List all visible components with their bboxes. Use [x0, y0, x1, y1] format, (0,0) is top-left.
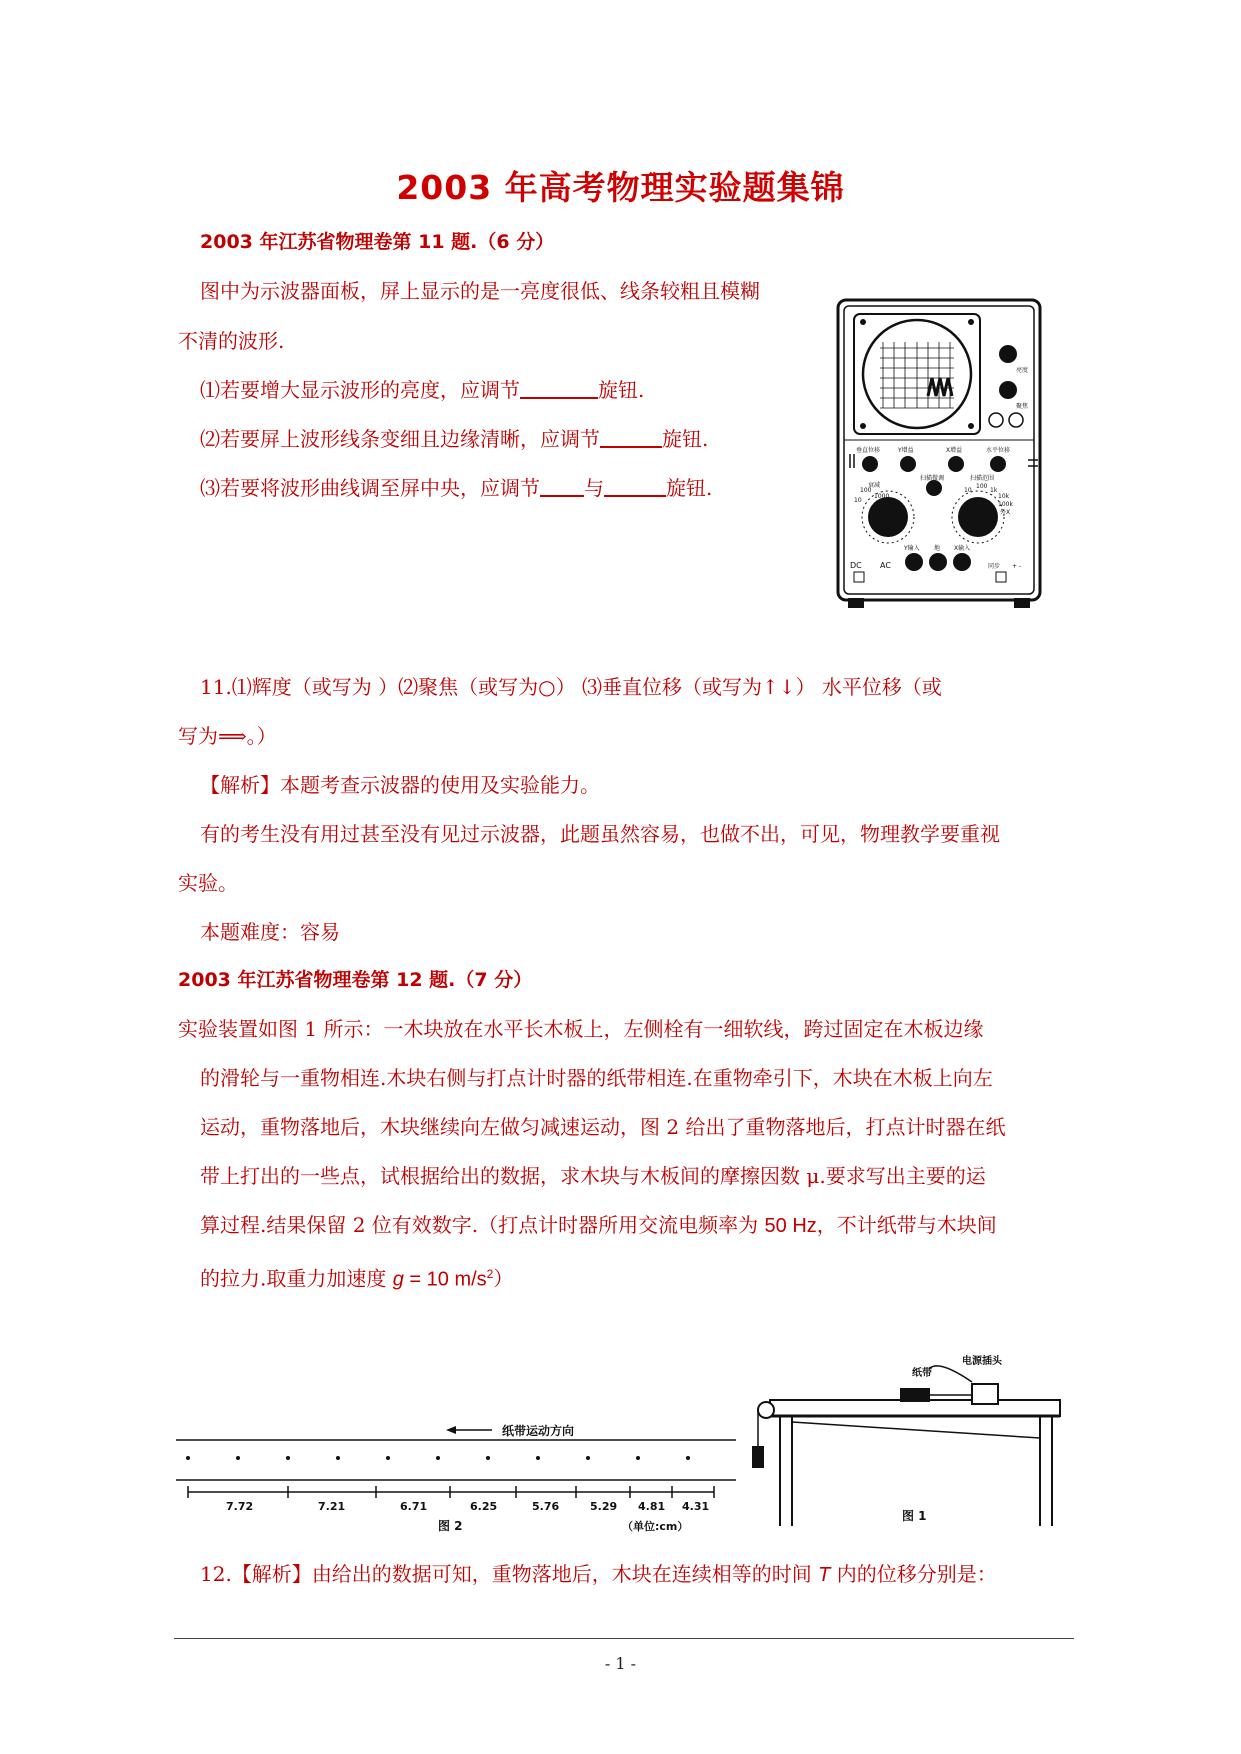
q11-difficulty: 本题难度：容易 — [200, 920, 340, 944]
q12-answer-text: 由给出的数据可知，重物落地后，木块在连续相等的时间 — [311, 1562, 819, 1586]
q12-para1: 实验装置如图 1 所示：一木块放在水平长木板上，左侧栓有一细软线，跨过固定在木板边缘 — [178, 1017, 984, 1041]
gravity-symbol: g — [392, 1268, 404, 1291]
svg-text:亮度: 亮度 — [1016, 367, 1029, 374]
svg-text:地: 地 — [934, 545, 941, 552]
tape-segment-1: 7.72 — [226, 1500, 254, 1513]
q11-answer-line1: 11.⑴辉度（或写为 ）⑵聚焦（或写为○） ⑶垂直位移（或写为↑↓） 水平位移（或 — [200, 675, 942, 699]
oscilloscope-figure — [828, 292, 1050, 622]
page-number: - 1 - — [604, 1654, 637, 1673]
q11-heading: 2003 年江苏省物理卷第 11 题.（6 分） — [200, 231, 555, 253]
svg-text:Y增益: Y增益 — [898, 447, 914, 454]
svg-text:100: 100 — [860, 487, 872, 494]
q11-line1: 图中为示波器面板，屏上显示的是一亮度很低、线条较粗且模糊 — [200, 279, 760, 303]
gravity-value: = 10 m/s — [403, 1268, 487, 1291]
q11-sub3 — [200, 474, 712, 502]
answer-blank-2[interactable] — [600, 426, 662, 448]
svg-text:DC: DC — [850, 561, 862, 570]
tape-dots — [186, 1456, 690, 1460]
svg-text:X输入: X输入 — [954, 545, 971, 552]
analysis-tag: 【解析】 — [200, 773, 280, 797]
tape-segment-8: 4.31 — [682, 1500, 710, 1513]
tape-segment-5: 5.76 — [532, 1500, 560, 1513]
frequency-value: 50 Hz — [764, 1215, 817, 1237]
svg-text:扫描范围: 扫描范围 — [970, 475, 995, 482]
paper-tape-label: 纸带 — [912, 1368, 932, 1379]
q11-sub2 — [200, 425, 708, 453]
tape-direction-label: 纸带运动方向 — [502, 1424, 575, 1438]
tape-segment-2: 7.21 — [318, 1500, 346, 1513]
tape-segment-4: 6.25 — [470, 1500, 498, 1513]
q11-sub1-text: ⑴若要增大显示波形的亮度，应调节 — [200, 378, 520, 402]
svg-text:10: 10 — [854, 497, 862, 504]
q12-para6-end: ） — [493, 1266, 514, 1291]
svg-text:X增益: X增益 — [946, 447, 963, 454]
svg-text:1k: 1k — [990, 487, 998, 494]
svg-text:聚焦: 聚焦 — [1016, 403, 1029, 410]
q12-answer-tag: 12.【解析】 — [200, 1562, 312, 1586]
period-symbol: T — [818, 1564, 831, 1586]
answer-blank-3[interactable] — [540, 475, 584, 497]
q11-comment1: 有的考生没有用过甚至没有见过示波器，此题虽然容易，也做不出，可见，物理教学要重视 — [200, 822, 1000, 846]
figure-2-caption: 图 2 — [438, 1519, 463, 1533]
q11-sub1-end: 旋钮. — [598, 378, 645, 402]
q12-para6-text: 的拉力.取重力加速度 — [200, 1266, 393, 1291]
q12-answer-end: 内的位移分别是： — [830, 1562, 997, 1586]
q12-para2: 的滑轮与一重物相连.木块右侧与打点计时器的纸带相连.在重物牵引下，木块在木板上向左 — [200, 1066, 993, 1090]
svg-text:外X: 外X — [1000, 509, 1011, 516]
q12-answer — [200, 1560, 997, 1589]
svg-text:100k: 100k — [998, 501, 1013, 508]
tape-segment-7: 4.81 — [638, 1500, 666, 1513]
svg-text:同步: 同步 — [988, 563, 1001, 570]
analysis-text: 本题考查示波器的使用及实验能力。 — [280, 773, 600, 797]
q12-para3: 运动，重物落地后，木块继续向左做匀减速运动，图 2 给出了重物落地后，打点计时器在纸 — [200, 1115, 1006, 1139]
q11-answer-line2: 写为⟹。） — [178, 724, 277, 748]
tape-unit-label: （单位:cm） — [622, 1520, 689, 1533]
svg-text:100: 100 — [976, 483, 988, 490]
svg-text:1000: 1000 — [874, 493, 890, 500]
q12-para5-end: ，不计纸带与木块间 — [816, 1213, 997, 1237]
power-plug-label: 电源插头 — [962, 1356, 1002, 1367]
tape-figure — [176, 1418, 736, 1538]
q11-sub3-end: 旋钮. — [666, 476, 713, 500]
q11-sub3-text: ⑶若要将波形曲线调至屏中央，应调节 — [200, 476, 540, 500]
apparatus-figure — [740, 1350, 1066, 1540]
q11-line2: 不清的波形. — [178, 329, 285, 353]
answer-blank-1[interactable] — [520, 377, 598, 399]
svg-text:10: 10 — [964, 487, 972, 494]
answer-blank-4[interactable] — [604, 475, 666, 497]
tape-segment-6: 5.29 — [590, 1500, 618, 1513]
q11-sub3-mid: 与 — [584, 476, 604, 500]
page-title: 2003 年高考物理实验题集锦 — [396, 168, 845, 207]
gravity-exponent: 2 — [486, 1267, 494, 1281]
q11-sub2-end: 旋钮. — [662, 427, 709, 451]
q12-para5 — [200, 1211, 997, 1240]
q11-sub1 — [200, 376, 644, 404]
tape-segment-3: 6.71 — [400, 1500, 428, 1513]
figure-1-caption: 图 1 — [902, 1509, 927, 1523]
svg-text:扫描微调: 扫描微调 — [920, 475, 945, 482]
q12-heading: 2003 年江苏省物理卷第 12 题.（7 分） — [178, 969, 533, 991]
svg-text:衰减: 衰减 — [868, 482, 881, 489]
svg-text:+ -: + - — [1012, 563, 1022, 570]
q12-para4: 带上打出的一些点，试根据给出的数据，求木块与木板间的摩擦因数 μ.要求写出主要的运 — [200, 1164, 986, 1188]
svg-text:Y输入: Y输入 — [904, 545, 920, 552]
q11-comment2: 实验。 — [178, 871, 238, 895]
q11-sub2-text: ⑵若要屏上波形线条变细且边缘清晰，应调节 — [200, 427, 600, 451]
svg-text:AC: AC — [880, 561, 891, 570]
svg-text:垂直位移: 垂直位移 — [856, 447, 881, 454]
footer-rule — [174, 1638, 1074, 1639]
q12-para5-text: 算过程.结果保留 2 位有效数字.（打点计时器所用交流电频率为 — [200, 1213, 765, 1237]
q11-analysis — [200, 771, 600, 799]
svg-text:水平位移: 水平位移 — [986, 447, 1011, 454]
svg-text:10k: 10k — [998, 493, 1010, 500]
q12-para6 — [200, 1260, 513, 1294]
